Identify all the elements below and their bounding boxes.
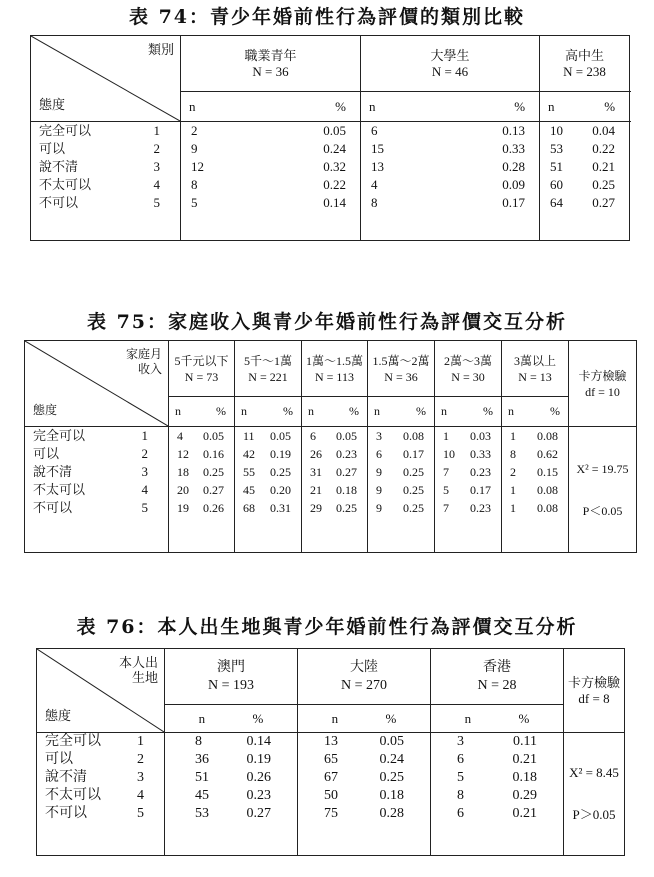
- group-values-2: [540, 122, 630, 241]
- value-row: 3 0.11: [457, 734, 537, 749]
- subheader: n %: [235, 397, 302, 427]
- row-label: 可以 2: [39, 141, 160, 156]
- row-label: 完全可以 1: [33, 428, 148, 443]
- p-value: P＞0.05: [572, 807, 616, 822]
- chi-square-header: 卡方檢驗 df = 10: [569, 341, 637, 427]
- attitude-label: 態度: [45, 708, 72, 723]
- group-header-4: 2萬～3萬 N = 30: [435, 341, 502, 397]
- group-values-4: [435, 427, 502, 553]
- chi-square-value: X² = 8.45: [569, 765, 619, 780]
- group-values-2: [302, 427, 368, 553]
- table-75-corner-header: [25, 341, 169, 427]
- value-row: 53 0.27: [195, 806, 271, 821]
- value-row: 8 0.14: [195, 734, 271, 749]
- row-label: 完全可以 1: [39, 123, 160, 138]
- value-row: 42 0.19: [243, 447, 291, 461]
- table-76-corner-header: [37, 649, 165, 733]
- subheader: n %: [368, 397, 435, 427]
- chi-square-header: 卡方檢驗 df = 8: [564, 649, 625, 733]
- value-row: 4 0.09: [371, 177, 526, 192]
- group-values-0: [169, 427, 235, 553]
- table-76-title: 表 76：本人出生地與青少年婚前性行為評價交互分析: [76, 616, 578, 638]
- value-row: 31 0.27: [310, 465, 357, 479]
- row-labels: [37, 733, 165, 856]
- chi-square-value: X² = 19.75: [576, 461, 629, 476]
- value-row: 67 0.25: [324, 770, 404, 785]
- value-row: 51 0.21: [550, 159, 616, 174]
- value-row: 50 0.18: [324, 788, 404, 803]
- value-row: 1 0.08: [510, 501, 558, 515]
- row-label: 說不清 3: [33, 464, 148, 479]
- value-row: 26 0.23: [310, 447, 357, 461]
- value-row: 60 0.25: [550, 177, 616, 192]
- table-74: [30, 35, 630, 241]
- value-row: 9 0.25: [376, 501, 424, 515]
- subheader: n %: [302, 397, 368, 427]
- category-label: 類別: [147, 42, 174, 57]
- p-value: P＜0.05: [582, 503, 623, 518]
- group-header-0: 職業青年 N = 36: [181, 36, 361, 92]
- value-row: 3 0.08: [376, 429, 424, 443]
- value-row: 15 0.33: [371, 141, 526, 156]
- value-row: 45 0.20: [243, 483, 291, 497]
- row-label: 可以 2: [33, 446, 148, 461]
- row-label: 不可以 5: [39, 195, 160, 210]
- row-label: 不太可以 4: [45, 788, 144, 803]
- group-header-0: 5千元以下 N = 73: [169, 341, 235, 397]
- value-row: 12 0.16: [177, 447, 224, 461]
- row-labels: [31, 122, 181, 241]
- value-row: 68 0.31: [243, 501, 291, 515]
- subheader: n %: [181, 92, 361, 122]
- value-row: 75 0.28: [324, 806, 404, 821]
- value-row: 5 0.18: [457, 770, 537, 785]
- value-row: 1 0.03: [443, 429, 491, 443]
- value-row: 5 0.14: [191, 195, 347, 210]
- value-row: 36 0.19: [195, 752, 271, 767]
- value-row: 8 0.17: [371, 195, 526, 210]
- group-header-2: 香港 N = 28: [431, 649, 564, 705]
- value-row: 6 0.17: [376, 447, 424, 461]
- table-75-title: 表 75：家庭收入與青少年婚前性行為評價交互分析: [86, 311, 568, 333]
- value-row: 8 0.29: [457, 788, 537, 803]
- attitude-label: 態度: [33, 403, 58, 417]
- group-header-2: 1萬～1.5萬 N = 113: [302, 341, 368, 397]
- value-row: 6 0.21: [457, 806, 537, 821]
- value-row: 19 0.26: [177, 501, 224, 515]
- value-row: 9 0.24: [191, 141, 347, 156]
- chi-square-result: [569, 427, 637, 553]
- value-row: 64 0.27: [550, 195, 616, 210]
- row-label: 不可以 5: [45, 806, 144, 821]
- value-row: 45 0.23: [195, 788, 271, 803]
- value-row: 53 0.22: [550, 141, 616, 156]
- subheader: n %: [502, 397, 569, 427]
- value-row: 10 0.33: [443, 447, 491, 461]
- row-label: 說不清 3: [39, 159, 160, 174]
- value-row: 2 0.15: [510, 465, 558, 479]
- subheader: n %: [298, 705, 431, 733]
- group-values-0: [181, 122, 361, 241]
- group-values-1: [361, 122, 540, 241]
- group-header-1: 大陸 N = 270: [298, 649, 431, 705]
- category-label: 本人出 生地: [118, 655, 158, 685]
- value-row: 2 0.05: [191, 123, 347, 138]
- subheader: n %: [361, 92, 540, 122]
- value-row: 1 0.08: [510, 483, 558, 497]
- subheader: n %: [431, 705, 564, 733]
- group-header-1: 5千～1萬 N = 221: [235, 341, 302, 397]
- value-row: 7 0.23: [443, 501, 491, 515]
- value-row: 51 0.26: [195, 770, 271, 785]
- value-row: 20 0.27: [177, 483, 224, 497]
- attitude-label: 態度: [39, 97, 66, 112]
- group-header-3: 1.5萬～2萬 N = 36: [368, 341, 435, 397]
- table-75: [24, 340, 637, 553]
- row-label: 完全可以 1: [45, 734, 144, 749]
- value-row: 55 0.25: [243, 465, 291, 479]
- subheader: n %: [169, 397, 235, 427]
- table-74-title: 表 74：青少年婚前性行為評價的類別比較: [128, 6, 526, 28]
- row-label: 不太可以 4: [33, 482, 148, 497]
- group-header-0: 澳門 N = 193: [165, 649, 298, 705]
- value-row: 10 0.04: [550, 123, 616, 138]
- value-row: 6 0.13: [371, 123, 526, 138]
- group-header-5: 3萬以上 N = 13: [502, 341, 569, 397]
- row-labels: [25, 427, 169, 553]
- row-label: 可以 2: [45, 752, 144, 767]
- group-values-3: [368, 427, 435, 553]
- value-row: 65 0.24: [324, 752, 404, 767]
- value-row: 18 0.25: [177, 465, 224, 479]
- value-row: 5 0.17: [443, 483, 491, 497]
- group-values-2: [431, 733, 564, 856]
- row-label: 說不清 3: [45, 770, 144, 785]
- value-row: 21 0.18: [310, 483, 357, 497]
- row-label: 不可以 5: [33, 500, 148, 515]
- chi-square-result: [564, 733, 625, 856]
- subheader: n %: [540, 92, 630, 122]
- value-row: 4 0.05: [177, 429, 224, 443]
- value-row: 6 0.21: [457, 752, 537, 767]
- group-values-1: [298, 733, 431, 856]
- subheader: n %: [435, 397, 502, 427]
- group-header-1: 大學生 N = 46: [361, 36, 540, 92]
- value-row: 29 0.25: [310, 501, 357, 515]
- group-header-2: 高中生 N = 238: [540, 36, 630, 92]
- row-label: 不太可以 4: [39, 177, 160, 192]
- value-row: 11 0.05: [243, 429, 291, 443]
- category-label: 家庭月 收入: [125, 347, 162, 376]
- value-row: 9 0.25: [376, 465, 424, 479]
- value-row: 12 0.32: [191, 159, 347, 174]
- group-values-1: [235, 427, 302, 553]
- value-row: 7 0.23: [443, 465, 491, 479]
- group-values-0: [165, 733, 298, 856]
- value-row: 13 0.28: [371, 159, 526, 174]
- value-row: 1 0.08: [510, 429, 558, 443]
- value-row: 9 0.25: [376, 483, 424, 497]
- subheader: n %: [165, 705, 298, 733]
- table-74-corner-header: [31, 36, 181, 122]
- table-76: [36, 648, 625, 856]
- value-row: 6 0.05: [310, 429, 357, 443]
- value-row: 13 0.05: [324, 734, 404, 749]
- value-row: 8 0.62: [510, 447, 558, 461]
- group-values-5: [502, 427, 569, 553]
- value-row: 8 0.22: [191, 177, 347, 192]
